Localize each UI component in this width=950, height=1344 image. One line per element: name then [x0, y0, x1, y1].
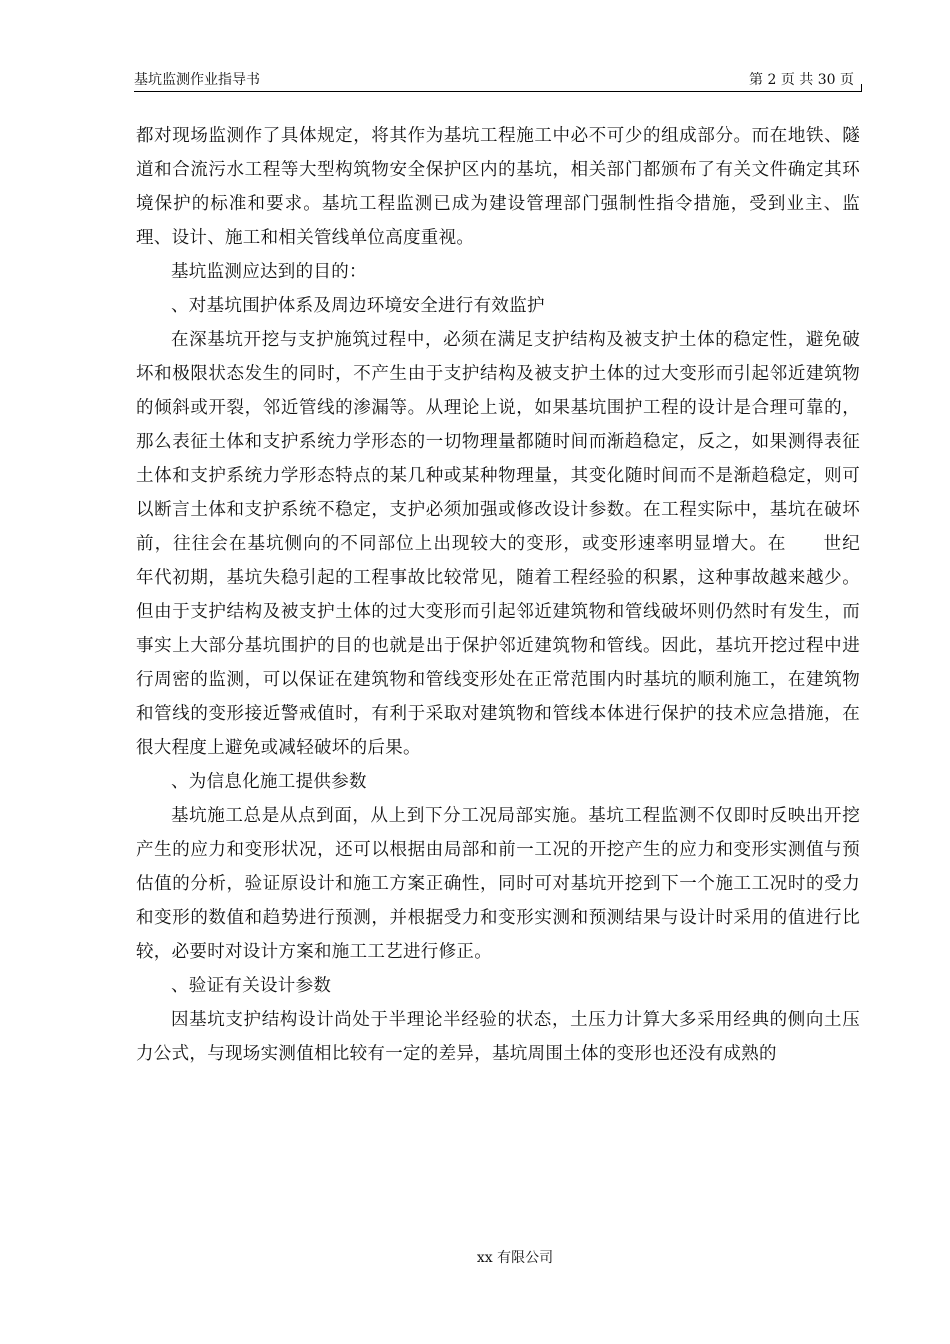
header-divider-tick [861, 84, 862, 92]
paragraph-intro: 都对现场监测作了具体规定，将其作为基坑工程施工中必不可少的组成部分。而在地铁、隧道和合流污水工程等大型构筑物安全保护区内的基坑，相关部门都颁布了有关文件确定其环境保护的标准和要求。基坑工程监测已成为建设管理部门强制性指令措施，受到业主、监理、设计、施工和相关管线单位高度重视。 [136, 126, 860, 248]
section-heading-2: 、为信息化施工提供参数 [171, 772, 367, 792]
paragraph-section-1: 在深基坑开挖与支护施筑过程中，必须在满足支护结构及被支护土体的稳定性，避免破坏和极限状态发生的同时，不产生由于支护结构及被支护土体的过大变形而引起邻近建筑物的倾斜或开裂，邻近管线的渗漏等。从理论上说，如果基坑围护工程的设计是合理可靠的，那么表征土体和支护系统力学形态的一切物理量都随时间而渐趋稳定，反之，如果测得表征土体和支护系统力学形态特点的某几种或某种物理量，其变化随时间而不是渐趋稳定，则可以断言土体和支护系统不稳定，支护必须加强或修改设计参数。在工程实际中，基坑在破坏前，往往会在基坑侧向的不同部位上出现较大的变形，或变形速率明显增大。在 世纪 年代初期，基坑失稳引起的工程事故比较常见，随着工程经验的积累，这种事故越来越少。但由于支护结构及被支护土体的过大变形而引起邻近建筑物和管线破坏则仍然时有发生，而事实上大部分基坑围护的目的也就是出于保护邻近建筑物和管线。因此，基坑开挖过程中进行周密的监测，可以保证在建筑物和管线变形处在正常范围内时基坑的顺利施工，在建筑物和管线的变形接近警戒值时，有利于采取对建筑物和管线本体进行保护的技术应急措施，在很大程度上避免或减轻破坏的后果。 [136, 330, 896, 758]
paragraph-section-3: 因基坑支护结构设计尚处于半理论半经验的状态，土压力计算大多采用经典的侧向土压力公式，与现场实测值相比较有一定的差异，基坑周围土体的变形也还没有成熟的 [136, 1010, 860, 1064]
header-divider [134, 91, 862, 92]
section-heading-3: 、验证有关设计参数 [171, 976, 332, 996]
paragraph-purpose-heading: 基坑监测应达到的目的： [171, 262, 367, 282]
page-header [134, 70, 864, 90]
paragraph-section-2: 基坑施工总是从点到面，从上到下分工况局部实施。基坑工程监测不仅即时反映出开挖产生的应力和变形状况，还可以根据由局部和前一工况的开挖产生的应力和变形实测值与预估值的分析，验证原设计和施工方案正确性，同时可对基坑开挖到下一个施工工况时的受力和变形的数值和趋势进行预测，并根据受力和变形实测和预测结果与设计时采用的值进行比较，必要时对设计方案和施工工艺进行修正。 [136, 806, 860, 962]
document-body [136, 119, 896, 1071]
company-name: xx 有限公司 [476, 1250, 554, 1266]
section-heading-1: 、对基坑围护体系及周边环境安全进行有效监护 [171, 296, 545, 316]
document-title: 基坑监测作业指导书 [134, 72, 260, 88]
page-number: 第 2 页 共 30 页 [749, 72, 854, 88]
page-footer [0, 1248, 950, 1268]
